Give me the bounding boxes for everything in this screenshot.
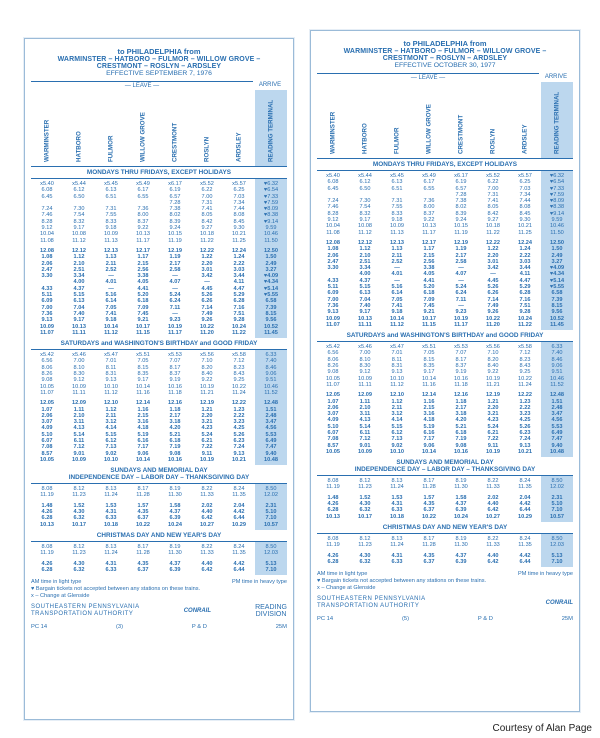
time-column: 8.24 11.35 <box>232 543 246 557</box>
time-column: 8.17 11.28 <box>136 543 150 557</box>
time-column: 12.50 1.50 2.49 3.27 ♥4.09 ♥4.34 ♥5.14 ♥5.55 6.58 7.39 8.15 9.56 10.52 11.45 <box>541 238 573 330</box>
time-column: 2.04 4.42 6.44 10.29 <box>518 494 532 520</box>
saturday-pm-grid <box>317 390 573 457</box>
time-column: 12.13 1.13 2.11 2.52 — 4.01 — 5.16 6.14 7.05 7.41 9.18 10.14 11.12 <box>104 247 118 336</box>
legend-bargain: ♥ Bargain tickets not accepted between any stations on these trains. <box>31 586 201 593</box>
section-sunday: SUNDAYS AND MEMORIAL DAY INDEPENDENCE DAY – LABOR DAY – THANKSGIVING DAY <box>31 465 287 484</box>
time-column: 12.22 1.23 2.22 3.23 4.25 5.26 6.23 7.24 9.13 10.21 <box>232 400 246 463</box>
leave-label: — LEAVE — <box>317 73 539 82</box>
time-column: 8.50 12.02 <box>541 476 573 493</box>
station-column-headers <box>31 90 287 167</box>
time-column: 8.17 11.28 <box>422 535 436 549</box>
time-column: ♥6.32 ♥6.54 ♥7.33 ♥7.59 ♥8.09 ♥8.38 ♥9.14 9.59 10.46 11.50 <box>541 171 573 238</box>
legend <box>317 571 573 623</box>
time-column: 4.40 6.42 <box>487 552 499 565</box>
time-column: 8.19 11.30 <box>454 478 468 491</box>
time-column: x6.17 6.19 6.57 7.28 7.38 8.02 8.39 9.24 10.15 11.19 <box>454 173 468 236</box>
sunday-am-grid <box>317 476 573 493</box>
time-column: x5.46 7.00 8.10 8.30 9.12 10.09 11.11 <box>72 352 86 396</box>
time-column: 2.31 5.10 7.10 10.57 <box>541 493 573 522</box>
print-info: PC 14 (5) P & D 25M <box>317 616 573 623</box>
legend-pm: PM time in heavy type <box>517 571 573 578</box>
time-column: 8.22 11.33 <box>200 486 214 499</box>
time-column: 12.14 1.16 2.15 3.16 4.18 5.19 6.16 7.17 9.06 10.14 <box>136 400 150 463</box>
time-column: 8.12 11.23 <box>72 486 86 499</box>
time-column: 8.13 11.24 <box>104 543 118 557</box>
time-column: 1.48 4.26 6.28 10.13 <box>40 502 54 528</box>
time-column: 12.50 1.50 2.49 3.27 ♥4.09 ♥4.34 ♥5.14 ♥5.55 6.58 7.39 8.15 9.56 10.52 11.45 <box>255 246 287 338</box>
title-stations: CRESTMONT – ROSLYN – ARDSLEY <box>382 55 508 62</box>
legend-change: x – Change at Glenside <box>317 585 376 592</box>
time-column: 12.48 1.51 2.48 3.47 4.56 5.53 6.49 7.47 9.40 10.48 <box>255 398 287 465</box>
time-column: 8.50 12.03 <box>255 542 287 559</box>
leave-label: — LEAVE — <box>31 81 253 90</box>
station-header: ARDSLEY <box>235 132 243 162</box>
title-stations: WARMINSTER – HATBORO – FULMOR – WILLOW GROVE – <box>343 48 547 55</box>
time-column: 12.08 1.08 2.06 2.47 3.30 4.33 5.11 6.09 7.00 7.36 9.13 10.09 11.07 <box>40 247 54 336</box>
station-header: ROSLYN <box>203 136 211 162</box>
time-column: 8.22 11.33 <box>200 543 214 557</box>
time-column: 4.42 6.44 <box>519 552 531 565</box>
saturday-pm-grid <box>31 398 287 465</box>
time-column: 12.17 1.17 2.15 2.56 3.38 4.05 4.41 5.20 6.18 7.09 7.45 9.21 10.17 11.15 <box>422 239 436 328</box>
station-header: FULMOR <box>107 135 115 162</box>
time-column: x5.51 7.05 8.15 8.35 9.17 10.14 11.16 <box>422 344 436 388</box>
arrive-label: ARRIVE <box>258 82 282 88</box>
time-column: 1.57 4.35 6.37 10.22 <box>422 494 436 520</box>
time-column: x5.44 6.12 6.50 7.30 7.54 8.32 9.17 10.08 11.12 <box>358 173 372 236</box>
time-column: x5.56 7.10 8.20 8.40 9.22 10.19 11.21 <box>486 344 500 388</box>
time-column: 12.19 1.19 2.17 2.58 — 4.07 — 5.24 6.24 7.11 — 9.23 10.19 11.17 <box>454 239 468 328</box>
time-column: 4.40 6.42 <box>201 560 213 573</box>
leave-arrive-band <box>31 81 287 90</box>
time-column: 4.31 6.33 <box>391 552 403 565</box>
time-column: 1.48 4.26 6.28 10.13 <box>326 494 340 520</box>
septa-logo: SOUTHEASTERN PENNSYLVANIA TRANSPORTATION AUTHORITY <box>317 596 426 610</box>
time-column: 4.26 6.28 <box>327 552 339 565</box>
station-header: WARMINSTER <box>43 119 51 162</box>
section-weekday: MONDAYS THRU FRIDAYS, EXCEPT HOLIDAYS <box>31 167 287 179</box>
time-column: x5.53 7.07 8.17 8.37 9.19 10.16 11.18 <box>454 344 468 388</box>
time-column: 4.31 6.33 <box>105 560 117 573</box>
time-column: 12.16 1.18 2.17 3.18 4.20 5.21 6.18 7.19 9.08 10.16 <box>454 392 468 455</box>
title-stations: CRESTMONT – ROSLYN – ARDSLEY <box>96 63 222 70</box>
time-column: 2.04 4.42 6.44 10.29 <box>232 502 246 528</box>
time-column: 8.08 11.19 <box>326 478 340 491</box>
conrail-logo: CONRAIL <box>183 607 212 614</box>
station-header: HATBORO <box>75 131 83 162</box>
station-header: FULMOR <box>393 127 401 154</box>
time-column: x5.42 6.56 8.06 8.26 9.08 10.05 11.07 <box>326 344 340 388</box>
time-column: 12.24 1.24 2.22 3.03 3.44 4.11 4.47 5.29 6.28 7.16 7.51 9.28 10.24 11.22 <box>518 239 532 328</box>
section-saturday: SATURDAYS and WASHINGTON'S BIRTHDAY and GOOD FRIDAY <box>31 338 287 350</box>
legend-am: AM time in light type <box>31 579 82 586</box>
time-column: 4.37 6.39 <box>169 560 181 573</box>
timetable-card-1977 <box>310 30 580 712</box>
legend-pm: PM time in heavy type <box>231 579 287 586</box>
station-column-headers <box>317 82 573 159</box>
saturday-am-grid <box>31 350 287 398</box>
christmas-am-grid <box>31 542 287 559</box>
time-column: 8.08 11.19 <box>40 486 54 499</box>
time-column: x5.58 7.12 8.23 8.43 9.25 10.22 11.24 <box>232 352 246 396</box>
christmas-am-grid <box>317 534 573 551</box>
sunday-am-grid <box>31 484 287 501</box>
section-christmas: CHRISTMAS DAY AND NEW YEAR'S DAY <box>317 522 573 534</box>
time-column: 12.22 1.22 2.20 3.01 3.42 — 4.45 5.26 6.26 7.14 7.49 9.26 10.22 11.20 <box>200 247 214 336</box>
time-column: x5.45 6.13 6.51 7.31 7.55 8.33 9.18 10.09 11.13 <box>390 173 404 236</box>
time-column: ♥6.32 ♥6.54 ♥7.33 ♥7.59 ♥8.09 ♥8.38 ♥9.14 9.59 10.46 11.50 <box>255 179 287 246</box>
time-column: 8.19 11.30 <box>168 543 182 557</box>
time-column: x5.45 6.13 6.51 7.31 7.55 8.33 9.18 10.09 11.13 <box>104 181 118 244</box>
time-column: 8.17 11.28 <box>136 486 150 499</box>
time-column: x5.40 6.08 6.45 7.24 7.46 8.28 9.12 10.04 11.08 <box>40 181 54 244</box>
time-column: 2.02 4.40 6.42 10.27 <box>486 494 500 520</box>
time-column: 2.31 5.10 7.10 10.57 <box>255 501 287 530</box>
time-column: 12.19 1.19 2.17 2.58 — 4.07 — 5.24 6.24 7.11 — 9.23 10.19 11.17 <box>168 247 182 336</box>
time-column: 6.33 7.40 8.46 9.06 9.51 10.46 11.52 <box>541 342 573 390</box>
weekday-am-grid <box>31 179 287 246</box>
time-column: 12.19 1.21 2.20 3.21 4.23 5.24 6.21 7.22 9.11 10.19 <box>486 392 500 455</box>
arrive-label: ARRIVE <box>544 74 568 80</box>
time-column: 8.08 11.19 <box>40 543 54 557</box>
time-column: 12.17 1.17 2.15 2.56 3.38 4.05 4.41 5.20 6.18 7.09 7.45 9.21 10.17 11.15 <box>136 247 150 336</box>
time-column: 8.24 11.35 <box>232 486 246 499</box>
conrail-logo: CONRAIL <box>545 599 573 606</box>
time-column: 4.35 6.37 <box>423 552 435 565</box>
time-column: x5.52 6.22 7.00 7.31 7.41 8.05 8.42 9.27 10.18 11.22 <box>200 181 214 244</box>
time-column: x5.51 7.05 8.15 8.35 9.17 10.14 11.16 <box>136 352 150 396</box>
weekday-am-grid <box>317 171 573 238</box>
time-column: 8.24 11.35 <box>518 535 532 549</box>
effective-date: EFFECTIVE OCTOBER 30, 1977 <box>394 62 496 69</box>
time-column: 12.09 1.11 2.10 3.11 4.13 5.14 6.11 7.12 9.01 10.09 <box>72 400 86 463</box>
time-column: 12.10 1.12 2.11 3.12 4.14 5.15 6.12 7.13 9.02 10.10 <box>104 400 118 463</box>
section-christmas: CHRISTMAS DAY AND NEW YEAR'S DAY <box>31 530 287 542</box>
time-column: 1.57 4.35 6.37 10.22 <box>136 502 150 528</box>
time-column: 4.35 6.37 <box>137 560 149 573</box>
time-column: 12.05 1.07 2.06 3.07 4.09 5.10 6.07 7.08 8.57 10.05 <box>40 400 54 463</box>
time-column: x5.47 7.01 8.11 8.31 9.13 10.10 11.12 <box>104 352 118 396</box>
title-line: to PHILADELPHIA from <box>403 39 487 48</box>
christmas-pm-grid <box>31 559 287 576</box>
time-column: x5.52 6.22 7.00 7.31 7.41 8.05 8.42 9.27 10.18 11.22 <box>486 173 500 236</box>
time-column: 8.24 11.35 <box>518 478 532 491</box>
time-column: 4.26 6.28 <box>41 560 53 573</box>
time-column: x5.57 6.25 7.03 7.34 7.44 8.08 8.45 9.30 10.21 11.25 <box>232 181 246 244</box>
station-header: CRESTMONT <box>171 122 179 162</box>
section-saturday: SATURDAYS and WASHINGTON'S BIRTHDAY and GOOD FRIDAY <box>317 330 573 342</box>
time-column: 1.53 4.31 6.33 10.18 <box>104 502 118 528</box>
time-column: 12.12 1.12 2.10 2.51 3.34 4.00 4.37 5.15 6.13 7.04 7.40 9.17 10.13 11.11 <box>72 247 86 336</box>
courtesy-credit: Courtesy of Alan Page <box>492 723 592 734</box>
time-column: x5.57 6.25 7.03 7.34 7.44 8.08 8.45 9.30 10.21 11.25 <box>518 173 532 236</box>
station-header: ARDSLEY <box>521 124 529 154</box>
section-weekday: MONDAYS THRU FRIDAYS, EXCEPT HOLIDAYS <box>317 159 573 171</box>
time-column: 4.30 6.32 <box>359 552 371 565</box>
time-column: 5.13 7.10 <box>255 559 287 576</box>
time-column: 4.42 6.44 <box>233 560 245 573</box>
sunday-pm-grid <box>317 493 573 522</box>
time-column: 12.14 1.16 2.15 3.16 4.18 5.19 6.16 7.17 9.06 10.14 <box>422 392 436 455</box>
time-column: x5.49 6.17 6.55 7.36 8.00 8.37 9.22 10.13 11.17 <box>136 181 150 244</box>
septa-logo: SOUTHEASTERN PENNSYLVANIA TRANSPORTATION AUTHORITY <box>31 604 140 618</box>
saturday-am-grid <box>317 342 573 390</box>
time-column: 5.13 7.10 <box>541 551 573 568</box>
section-sunday: SUNDAYS AND MEMORIAL DAY INDEPENDENCE DAY – LABOR DAY – THANKSGIVING DAY <box>317 457 573 476</box>
station-header: WILLOW GROVE <box>139 112 147 162</box>
leave-arrive-band <box>317 73 573 82</box>
time-column: x5.47 7.01 8.11 8.31 9.13 10.10 11.12 <box>390 344 404 388</box>
time-column: 12.16 1.18 2.17 3.18 4.20 5.21 6.18 7.19 9.08 10.16 <box>168 400 182 463</box>
effective-date: EFFECTIVE SEPTEMBER 7, 1976 <box>106 70 212 77</box>
time-column: 12.08 1.08 2.06 2.47 3.30 4.33 5.11 6.09 7.00 7.36 9.13 10.09 11.07 <box>326 239 340 328</box>
time-column: 8.12 11.23 <box>358 535 372 549</box>
weekday-pm-grid <box>317 238 573 330</box>
station-header: READING TERMINAL <box>541 82 573 158</box>
time-column: 8.08 11.19 <box>326 535 340 549</box>
time-column: 1.52 4.30 6.32 10.17 <box>358 494 372 520</box>
time-column: 12.13 1.13 2.11 2.52 — 4.01 — 5.16 6.14 7.05 7.41 9.18 10.14 11.12 <box>390 239 404 328</box>
time-column: 4.30 6.32 <box>73 560 85 573</box>
title-line: to PHILADELPHIA from <box>117 47 201 56</box>
time-column: 4.37 6.39 <box>455 552 467 565</box>
time-column: 8.50 12.03 <box>541 534 573 551</box>
time-column: 8.22 11.33 <box>486 535 500 549</box>
sunday-pm-grid <box>31 501 287 530</box>
time-column: 12.12 1.12 2.10 2.51 3.34 4.00 4.37 5.15 6.13 7.04 7.40 9.17 10.13 11.11 <box>358 239 372 328</box>
title-stations: WARMINSTER – HATBORO – FULMOR – WILLOW GROVE – <box>57 56 261 63</box>
time-column: 12.05 1.07 2.06 3.07 4.09 5.10 6.07 7.08 8.57 10.05 <box>326 392 340 455</box>
time-column: 6.33 7.40 8.46 9.06 9.51 10.46 11.52 <box>255 350 287 398</box>
station-header: WARMINSTER <box>329 111 337 154</box>
time-column: 8.19 11.30 <box>454 535 468 549</box>
timetable-header <box>25 39 293 77</box>
time-column: x6.17 6.19 6.57 7.28 7.38 8.02 8.39 9.24 10.15 11.19 <box>168 181 182 244</box>
time-column: 12.09 1.11 2.10 3.11 4.13 5.14 6.11 7.12 9.01 10.09 <box>358 392 372 455</box>
time-column: 8.13 11.24 <box>390 535 404 549</box>
station-header: HATBORO <box>361 123 369 154</box>
time-column: x5.53 7.07 8.17 8.37 9.19 10.16 11.18 <box>168 352 182 396</box>
time-column: x5.46 7.00 8.10 8.30 9.12 10.09 11.11 <box>358 344 372 388</box>
time-column: x5.42 6.56 8.06 8.26 9.08 10.05 11.07 <box>40 352 54 396</box>
time-column: 12.22 1.22 2.20 3.01 3.42 — 4.45 5.26 6.26 7.14 7.49 9.26 10.22 11.20 <box>486 239 500 328</box>
time-column: 1.58 4.37 6.39 10.24 <box>454 494 468 520</box>
time-column: 8.12 11.23 <box>72 543 86 557</box>
time-column: 2.02 4.40 6.42 10.27 <box>200 502 214 528</box>
time-column: 8.22 11.33 <box>486 478 500 491</box>
reading-division-logo: READING DIVISION <box>255 604 287 619</box>
time-column: x5.49 6.17 6.55 7.36 8.00 8.37 9.22 10.13 11.17 <box>422 173 436 236</box>
time-column: 8.50 12.02 <box>255 484 287 501</box>
time-column: 12.48 1.51 2.48 3.47 4.56 5.53 6.49 7.47 9.40 10.48 <box>541 390 573 457</box>
time-column: 1.53 4.31 6.33 10.18 <box>390 494 404 520</box>
time-column: 8.13 11.24 <box>104 486 118 499</box>
print-info: PC 14 (3) P & D 25M <box>31 624 287 631</box>
time-column: x5.40 6.08 6.45 7.24 7.46 8.28 9.12 10.04 11.08 <box>326 173 340 236</box>
time-column: 8.17 11.28 <box>422 478 436 491</box>
time-column: 12.24 1.24 2.22 3.03 3.44 4.11 4.47 5.29 6.28 7.16 7.51 9.28 10.24 11.22 <box>232 247 246 336</box>
brand-row <box>317 596 573 610</box>
legend-change: x – Change at Glenside <box>31 593 90 600</box>
timetable-card-1976 <box>24 38 294 720</box>
time-column: 8.19 11.30 <box>168 486 182 499</box>
station-header: WILLOW GROVE <box>425 104 433 154</box>
time-column: 12.22 1.23 2.22 3.23 4.25 5.26 6.23 7.24 9.13 10.21 <box>518 392 532 455</box>
time-column: x5.56 7.10 8.20 8.40 9.22 10.19 11.21 <box>200 352 214 396</box>
station-header: ROSLYN <box>489 128 497 154</box>
timetable-header <box>311 31 579 69</box>
legend-bargain: ♥ Bargain tickets not accepted between any stations on these trains. <box>317 578 487 585</box>
time-column: 12.10 1.12 2.11 3.12 4.14 5.15 6.12 7.13 9.02 10.10 <box>390 392 404 455</box>
station-header: CRESTMONT <box>457 114 465 154</box>
time-column: 1.52 4.30 6.32 10.17 <box>72 502 86 528</box>
legend-am: AM time in light type <box>317 571 368 578</box>
christmas-pm-grid <box>317 551 573 568</box>
brand-row <box>31 604 287 618</box>
station-header: READING TERMINAL <box>255 90 287 166</box>
time-column: 8.12 11.23 <box>358 478 372 491</box>
legend <box>31 579 287 631</box>
time-column: 12.19 1.21 2.20 3.21 4.23 5.24 6.21 7.22 9.11 10.19 <box>200 400 214 463</box>
time-column: 8.13 11.24 <box>390 478 404 491</box>
time-column: x5.44 6.12 6.50 7.30 7.54 8.32 9.17 10.08 11.12 <box>72 181 86 244</box>
time-column: x5.58 7.12 8.23 8.43 9.25 10.22 11.24 <box>518 344 532 388</box>
weekday-pm-grid <box>31 246 287 338</box>
time-column: 1.58 4.37 6.39 10.24 <box>168 502 182 528</box>
